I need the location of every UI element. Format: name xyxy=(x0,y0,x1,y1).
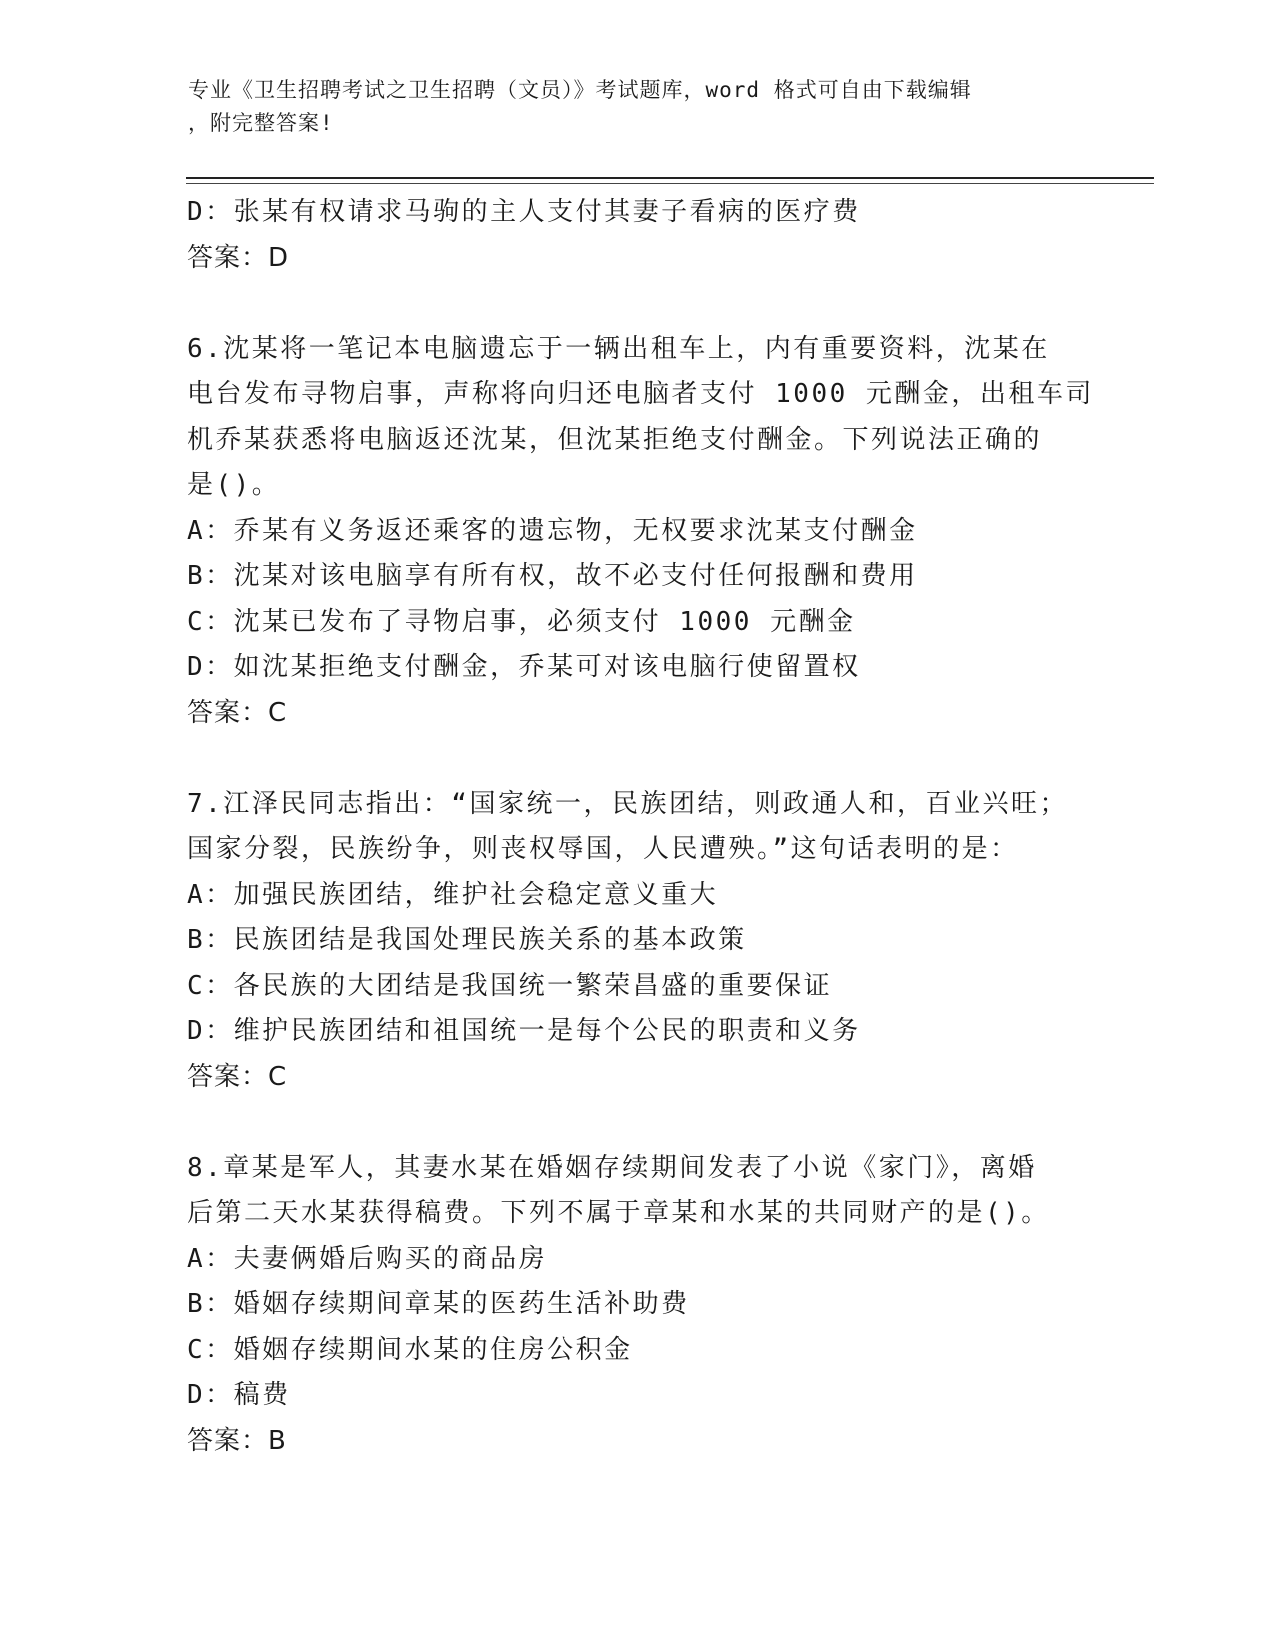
question-6 xyxy=(187,327,1094,737)
header-line-1: 专业《卫生招聘考试之卫生招聘（文员）》考试题库，word 格式可自由下载编辑 xyxy=(188,78,972,102)
q8-option-c: C：婚姻存续期间水某的住房公积金 xyxy=(187,1334,633,1365)
q5-option-d: D：张某有权请求马驹的主人支付其妻子看病的医疗费 xyxy=(187,197,861,227)
q5-answer: 答案：D xyxy=(187,242,290,273)
q7-stem-line: 7.江泽民同志指出：“国家统一，民族团结，则政通人和，百业兴旺； xyxy=(187,788,1068,819)
header-divider-thick xyxy=(186,177,1154,179)
q8-option-a: A：夫妻俩婚后购买的商品房 xyxy=(187,1243,548,1274)
q8-answer: 答案：B xyxy=(187,1425,287,1456)
q7-option-a: A：加强民族团结，维护社会稳定意义重大 xyxy=(187,879,719,910)
q7-option-c: C：各民族的大团结是我国统一繁荣昌盛的重要保证 xyxy=(187,970,833,1001)
question-content xyxy=(187,190,1094,1464)
q8-option-b: B：婚姻存续期间章某的医药生活补助费 xyxy=(187,1289,690,1319)
q7-answer: 答案：C xyxy=(187,1061,288,1092)
q7-option-b: B：民族团结是我国处理民族关系的基本政策 xyxy=(187,925,747,955)
spacer xyxy=(187,281,1087,327)
question-7 xyxy=(187,782,1087,1101)
spacer xyxy=(187,736,1087,782)
header-line-2: ，附完整答案! xyxy=(188,111,334,135)
q6-answer: 答案：C xyxy=(187,697,288,728)
header-divider-thin xyxy=(186,183,1154,184)
question-8 xyxy=(187,1146,1087,1465)
q6-stem-line: 电台发布寻物启事，声称将向归还电脑者支付 1000 元酬金，出租车司 xyxy=(187,379,1094,409)
q6-stem-line: 6.沈某将一笔记本电脑遗忘于一辆出租车上，内有重要资料，沈某在 xyxy=(187,333,1050,364)
q7-stem-line: 国家分裂，民族纷争，则丧权辱国，人民遭殃。”这句话表明的是： xyxy=(187,834,1019,864)
spacer xyxy=(187,1100,1087,1146)
q6-stem-line: 机乔某获悉将电脑返还沈某，但沈某拒绝支付酬金。下列说法正确的 xyxy=(187,424,1043,455)
q6-option-b: B：沈某对该电脑享有所有权，故不必支付任何报酬和费用 xyxy=(187,561,918,591)
q6-option-d: D：如沈某拒绝支付酬金，乔某可对该电脑行使留置权 xyxy=(187,652,861,682)
q6-option-a: A：乔某有义务返还乘客的遗忘物，无权要求沈某支付酬金 xyxy=(187,515,918,546)
q8-stem-line: 8.章某是军人，其妻水某在婚姻存续期间发表了小说《家门》，离婚 xyxy=(187,1152,1037,1183)
q8-option-d: D：稿费 xyxy=(187,1380,291,1410)
q6-option-c: C：沈某已发布了寻物启事，必须支付 1000 元酬金 xyxy=(187,606,856,637)
q8-stem-line: 后第二天水某获得稿费。下列不属于章某和水某的共同财产的是()。 xyxy=(187,1198,1050,1228)
q6-stem-line: 是()。 xyxy=(187,470,281,500)
q7-option-d: D：维护民族团结和祖国统一是每个公民的职责和义务 xyxy=(187,1016,861,1046)
document-header xyxy=(188,74,1068,140)
